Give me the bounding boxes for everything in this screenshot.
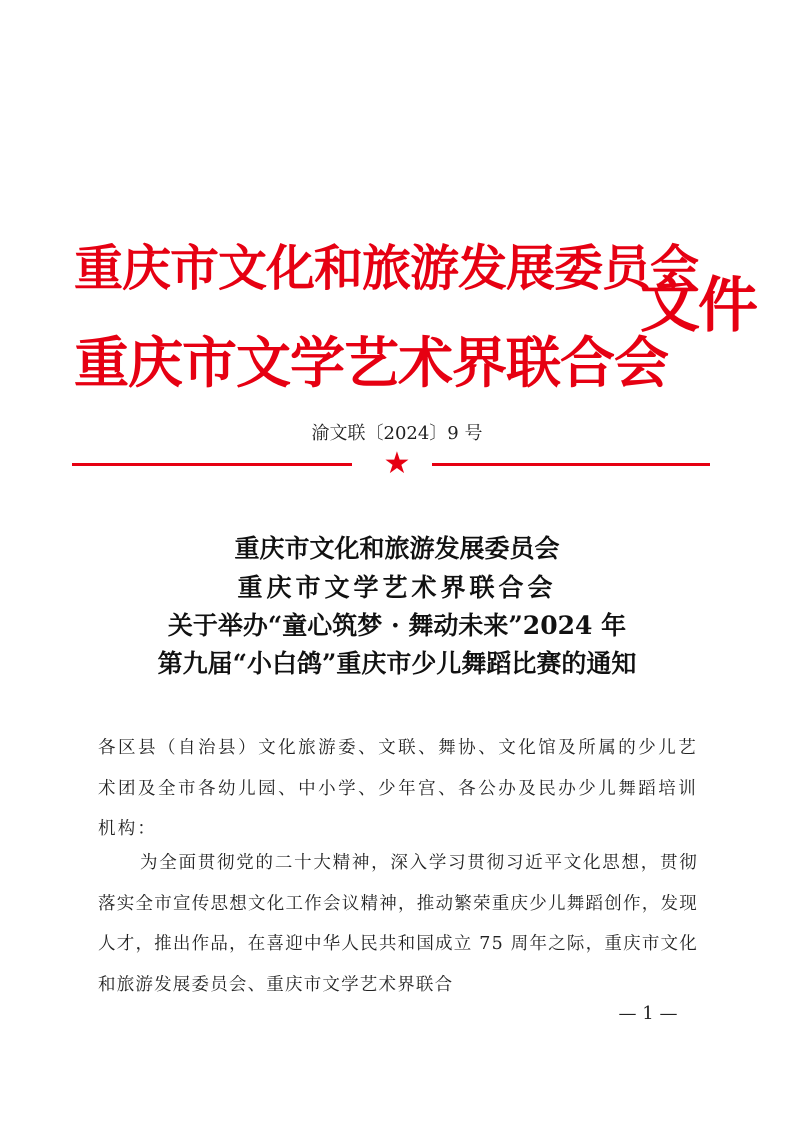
red-rule-left <box>72 463 352 466</box>
issuing-org-2: 重庆市文学艺术界联合会 <box>74 331 669 395</box>
body-paragraph: 为全面贯彻党的二十大精神，深入学习贯彻习近平文化思想，贯彻落实全市宣传思想文化工作会议精神，推动繁荣重庆少儿舞蹈创作，发现人才，推出作品，在喜迎中华人民共和国成立 75 周年之际，重庆市文化和旅游发展委员会、重庆市文学艺术界联合 <box>98 853 698 995</box>
star-icon: ★ <box>383 446 411 481</box>
addressee-paragraph: 各区县（自治县）文化旅游委、文联、舞协、文化馆及所属的少儿艺术团及全市各幼儿园、中小学、少年宫、各公办及民办少儿舞蹈培训机构： <box>98 738 698 839</box>
red-rule-right <box>432 463 710 466</box>
title-line-3: 关于举办“童心筑梦 · 舞动未来”2024 年 <box>167 611 627 640</box>
issuing-org-1: 重庆市文化和旅游发展委员会 <box>74 240 699 297</box>
document-number: 渝文联〔2024〕9 号 <box>311 423 483 444</box>
document-type-word: 文件 <box>640 271 756 341</box>
title-line-4: 第九届“小白鸽”重庆市少儿舞蹈比赛的通知 <box>157 649 637 678</box>
title-line-1: 重庆市文化和旅游发展委员会 <box>234 534 560 563</box>
title-line-2: 重庆市文学艺术界联合会 <box>237 573 557 602</box>
page-number: — 1 — <box>618 1003 678 1024</box>
